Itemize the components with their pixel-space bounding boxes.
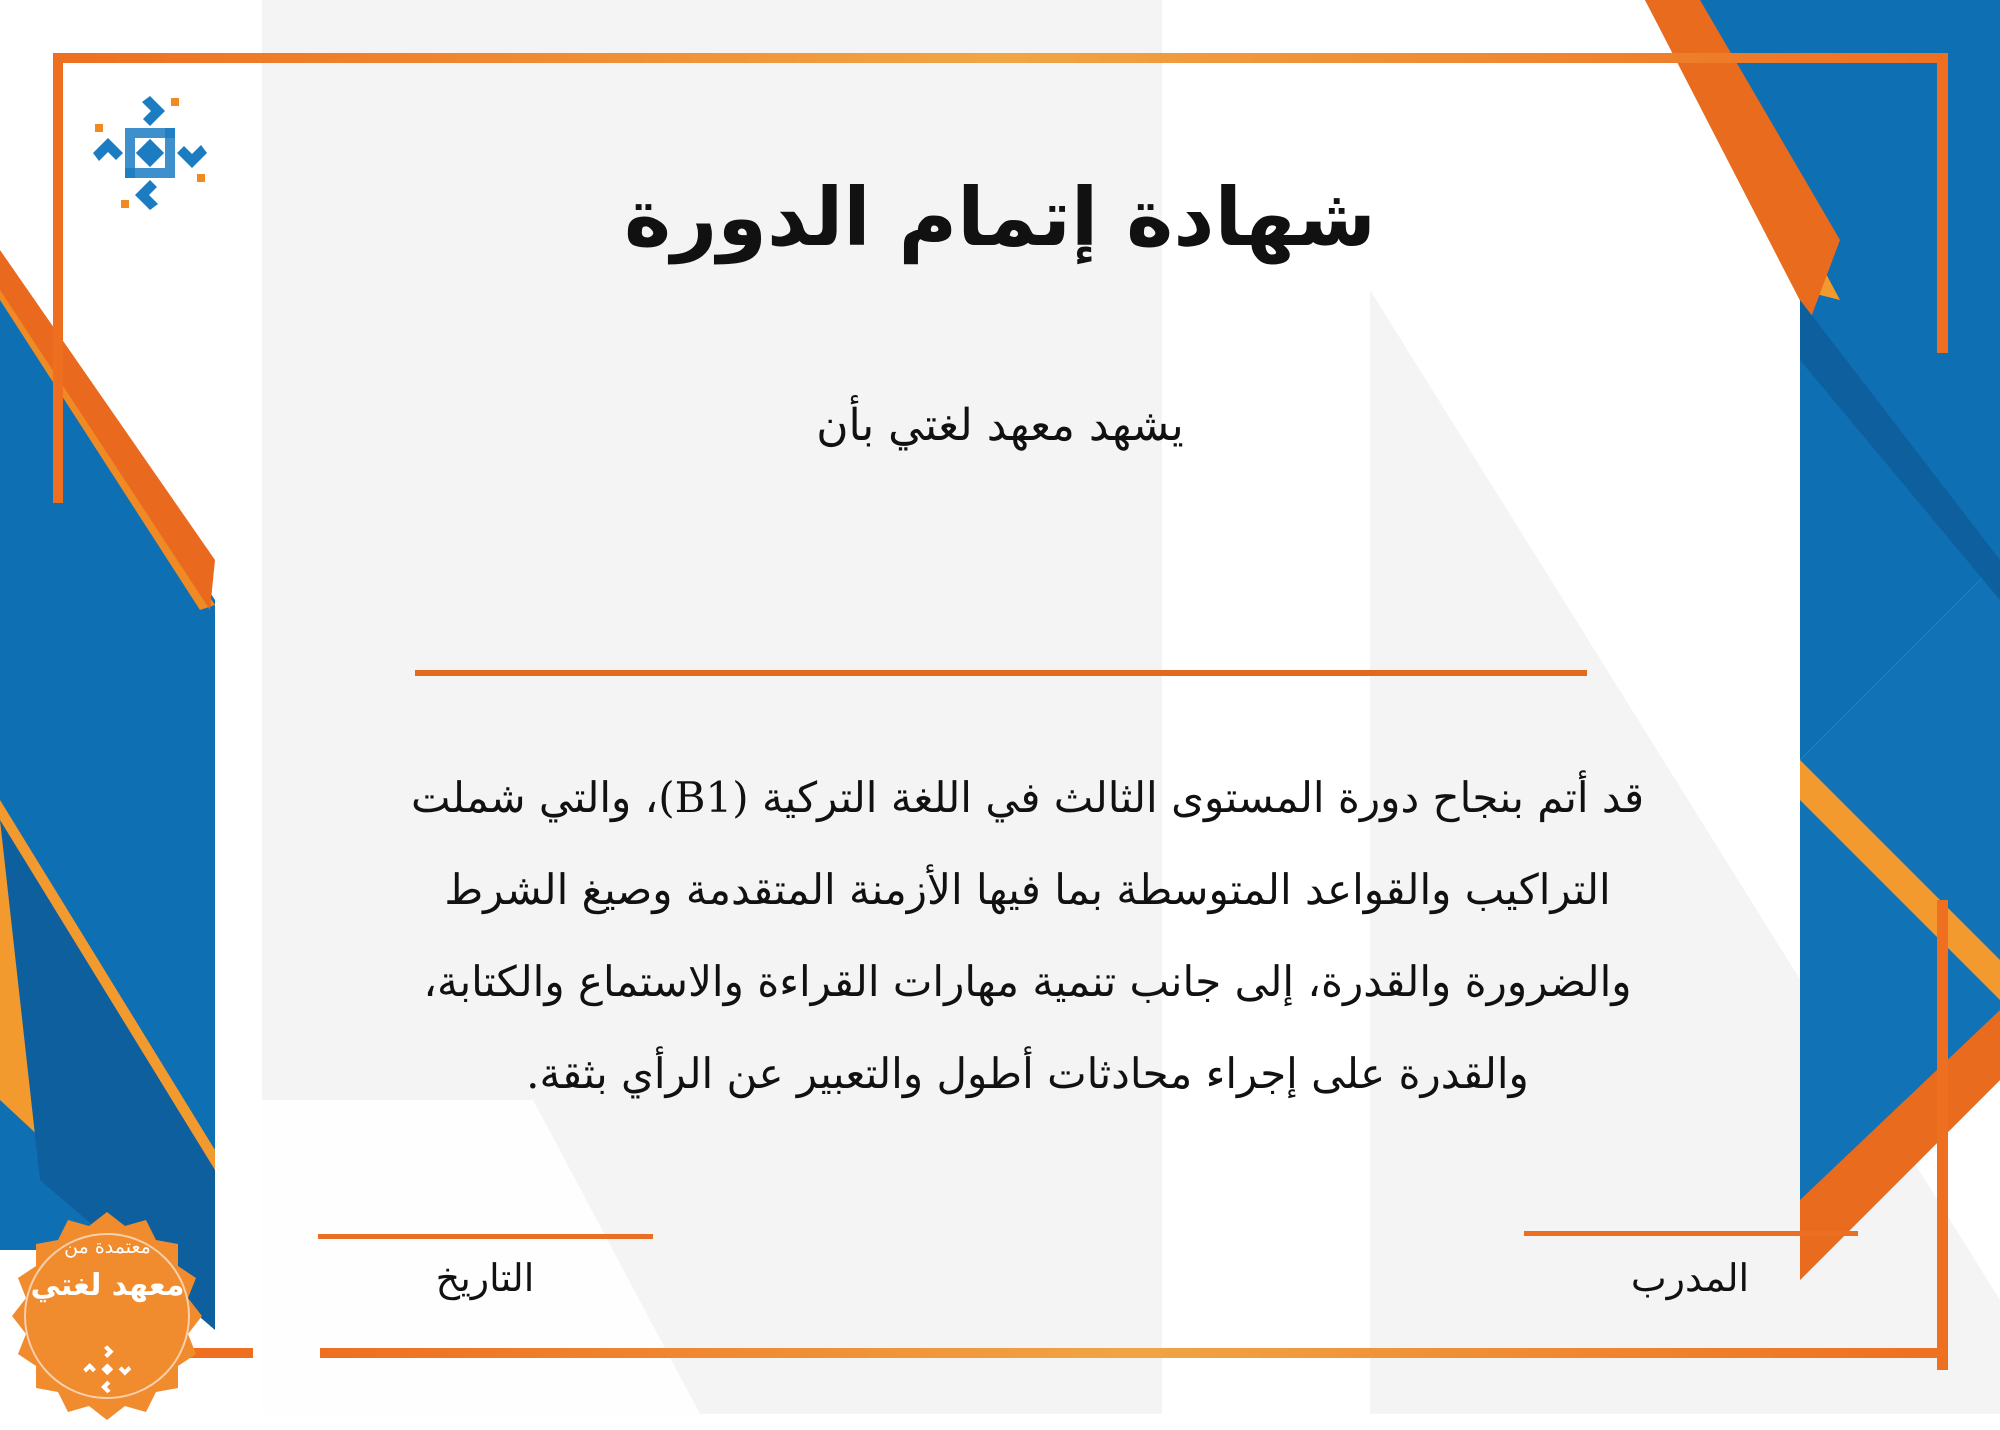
stamp-line2: معهد لغتي (30, 1268, 185, 1303)
recipient-name-line (415, 670, 1587, 676)
trainer-label: المدرب (1630, 1256, 1750, 1300)
trainer-signature-line (1524, 1231, 1858, 1236)
certificate-subtitle: يشهد معهد لغتي بأن (816, 400, 1184, 451)
date-signature-line (318, 1234, 653, 1239)
stamp-line1: معتمدة من (64, 1236, 151, 1258)
certificate-body-text: قد أتم بنجاح دورة المستوى الثالث في اللغة التركية (B1)، والتي شملت التراكيب والقواعد المتوسطة بما فيها الأزمنة المتقدمة وصيغ الشرط والضرورة والقدرة، إلى جانب تنمية مهارات القراءة والاستماع والكتابة، والقدرة على إجراء محادثات أطول والتعبير عن الرأي بثقة. (410, 773, 1645, 1098)
certificate-title: شهادة إتمام الدورة (624, 171, 1376, 264)
accreditation-stamp-icon (0, 1210, 215, 1430)
date-label: التاريخ (435, 1256, 535, 1300)
